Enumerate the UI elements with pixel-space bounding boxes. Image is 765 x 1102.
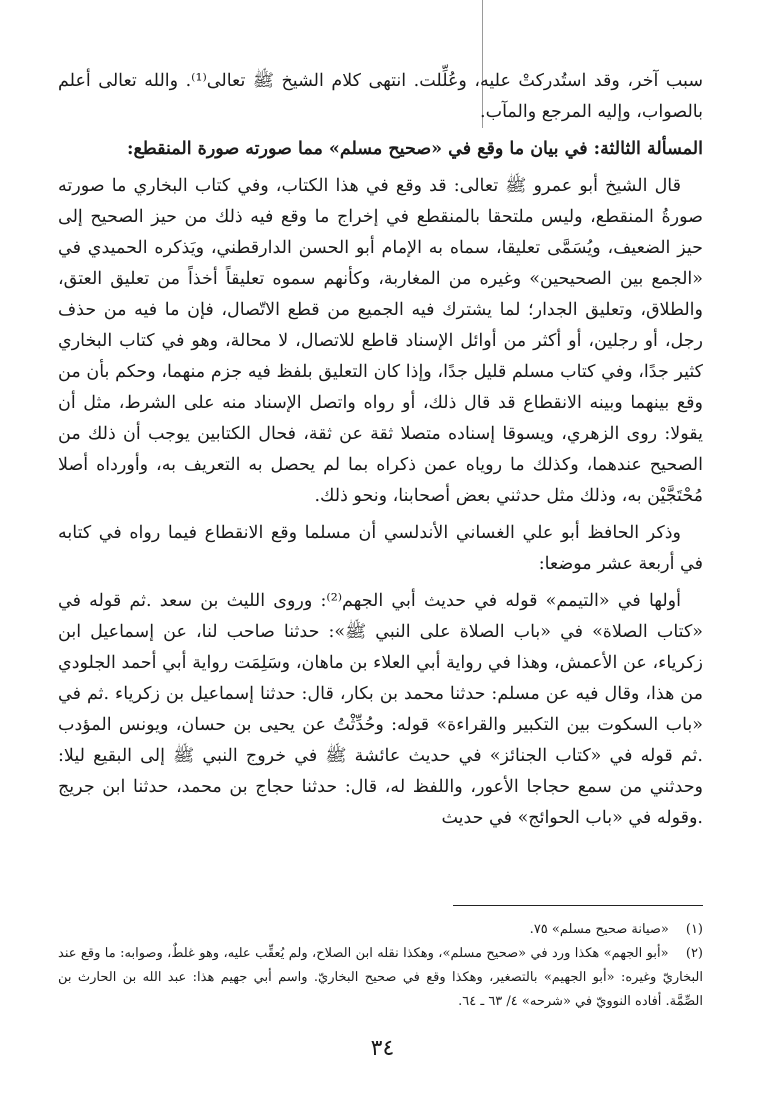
section-heading: المسألة الثالثة: في بيان ما وقع في «صحيح مسلم» مما صورته صورة المنقطع: [127, 139, 703, 159]
paragraph-closing: سبب آخر، وقد استُدركتْ عليه، وعُلِّلت. انتهى كلام الشيخ ﷺ تعالى⁽¹⁾. والله تعالى أعلم بالصواب، وإليه المرجع والمآب. [58, 71, 703, 122]
footnotes [58, 918, 703, 1014]
footnote-number: (١) [685, 922, 703, 937]
page-number: ٣٤ [370, 1036, 395, 1061]
main-text [58, 66, 703, 834]
paragraph-sheikh-quote: قال الشيخ أبو عمرو ﷺ تعالى: قد وقع في هذا الكتاب، وفي كتاب البخاري ما صورته صورةُ المنقطع، وليس ملتحقا بالمنقطع في إخراج ما وقع فيه ذلك من حيز الصحيح إلى حيز الضعيف، ويُسَمَّى تعليقا، سماه به الإمام أبو الحسن الدارقطني، ويَذكره الحميدي في «الجمع بين الصحيحين» وغيره من المغاربة، وكأنهم سموه تعليقاً أخذاً من تعليق العتق، والطلاق، وتعليق الجدار؛ لما يشترك فيه الجميع من قطع الاتّصال، فإن ما فيه من حذف رجل، أو رجلين، أو أكثر من أوائل الإسناد قاطع للاتصال، لا محالة، وهو في كتاب البخاري كثير جدًا، وفي كتاب مسلم قليل جدًا، وإذا كان التعليق بلفظ فيه جزم منهما، وحكم بأن من وقع بينهما وبينه الانقطاع قد قال ذلك، أو رواه واتصل الإسناد منه على الشرط، مثل أن يقولا: روى الزهري، ويسوقا إسناده متصلا ثقة عن ثقة، فحال الكتابين يوجب أن ذلك من الصحيح عندهما، وكذلك ما روياه عمن ذكراه بما لم يحصل به التعريف به، وأورداه أصلا مُحْتَجَّيْن به، وذلك مثل حدثني بعض أصحابنا، ونحو ذلك. [58, 176, 703, 506]
footnote-text: «أبو الجهم» هكذا ورد في «صحيح مسلم»، وهكذا نقله ابن الصلاح، ولم يُعقِّب عليه، وهو غلطٌ، وصوابه: ما وقع عند البخاريّ وغيره: «أبو الجهيم» بالتصغير، وهكذا وقع في صحيح البخاريّ. واسم أبي جهيم هذا: عبد الله بن الحارث بن الصِّمَّة. أفاده النوويّ في «شرحه» ٤/ ٦٣ ـ ٦٤. [58, 946, 703, 1009]
paragraph-ghassani: وذكر الحافظ أبو علي الغساني الأندلسي أن مسلما وقع الانقطاع فيما رواه في كتابه في أربعة عشر موضعا: [58, 523, 703, 574]
footnote-2 [58, 942, 703, 1014]
footnote-text: «صيانة صحيح مسلم» ٧٥. [529, 922, 669, 937]
footnote-divider [453, 905, 703, 906]
footnote-number: (٢) [685, 946, 703, 961]
footnote-1 [58, 918, 703, 942]
paragraph-list: أولها في «التيمم» قوله في حديث أبي الجهم⁽²⁾: وروى الليث بن سعد .ثم قوله في «كتاب الصلاة» في «باب الصلاة على النبي ﷺ»: حدثنا صاحب لنا، عن إسماعيل ابن زكرياء، عن الأعمش، وهذا في رواية أبي العلاء بن ماهان، وسَلِمَت رواية أبي أحمد الجلودي من هذا، وقال فيه عن مسلم: حدثنا محمد بن بكار، قال: حدثنا إسماعيل بن زكرياء .ثم في «باب السكوت بين التكبير والقراءة» قوله: وحُدِّثْتُ عن يحيى بن حسان، ويونس المؤدب .ثم قوله في «كتاب الجنائز» في حديث عائشة ﷺ في خروج النبي ﷺ إلى البقيع ليلا: وحدثني من سمع حجاجا الأعور، واللفظ له، قال: حدثنا حجاج بن محمد، حدثنا ابن جريج .وقوله في «باب الحوائج» في حديث [58, 591, 703, 828]
